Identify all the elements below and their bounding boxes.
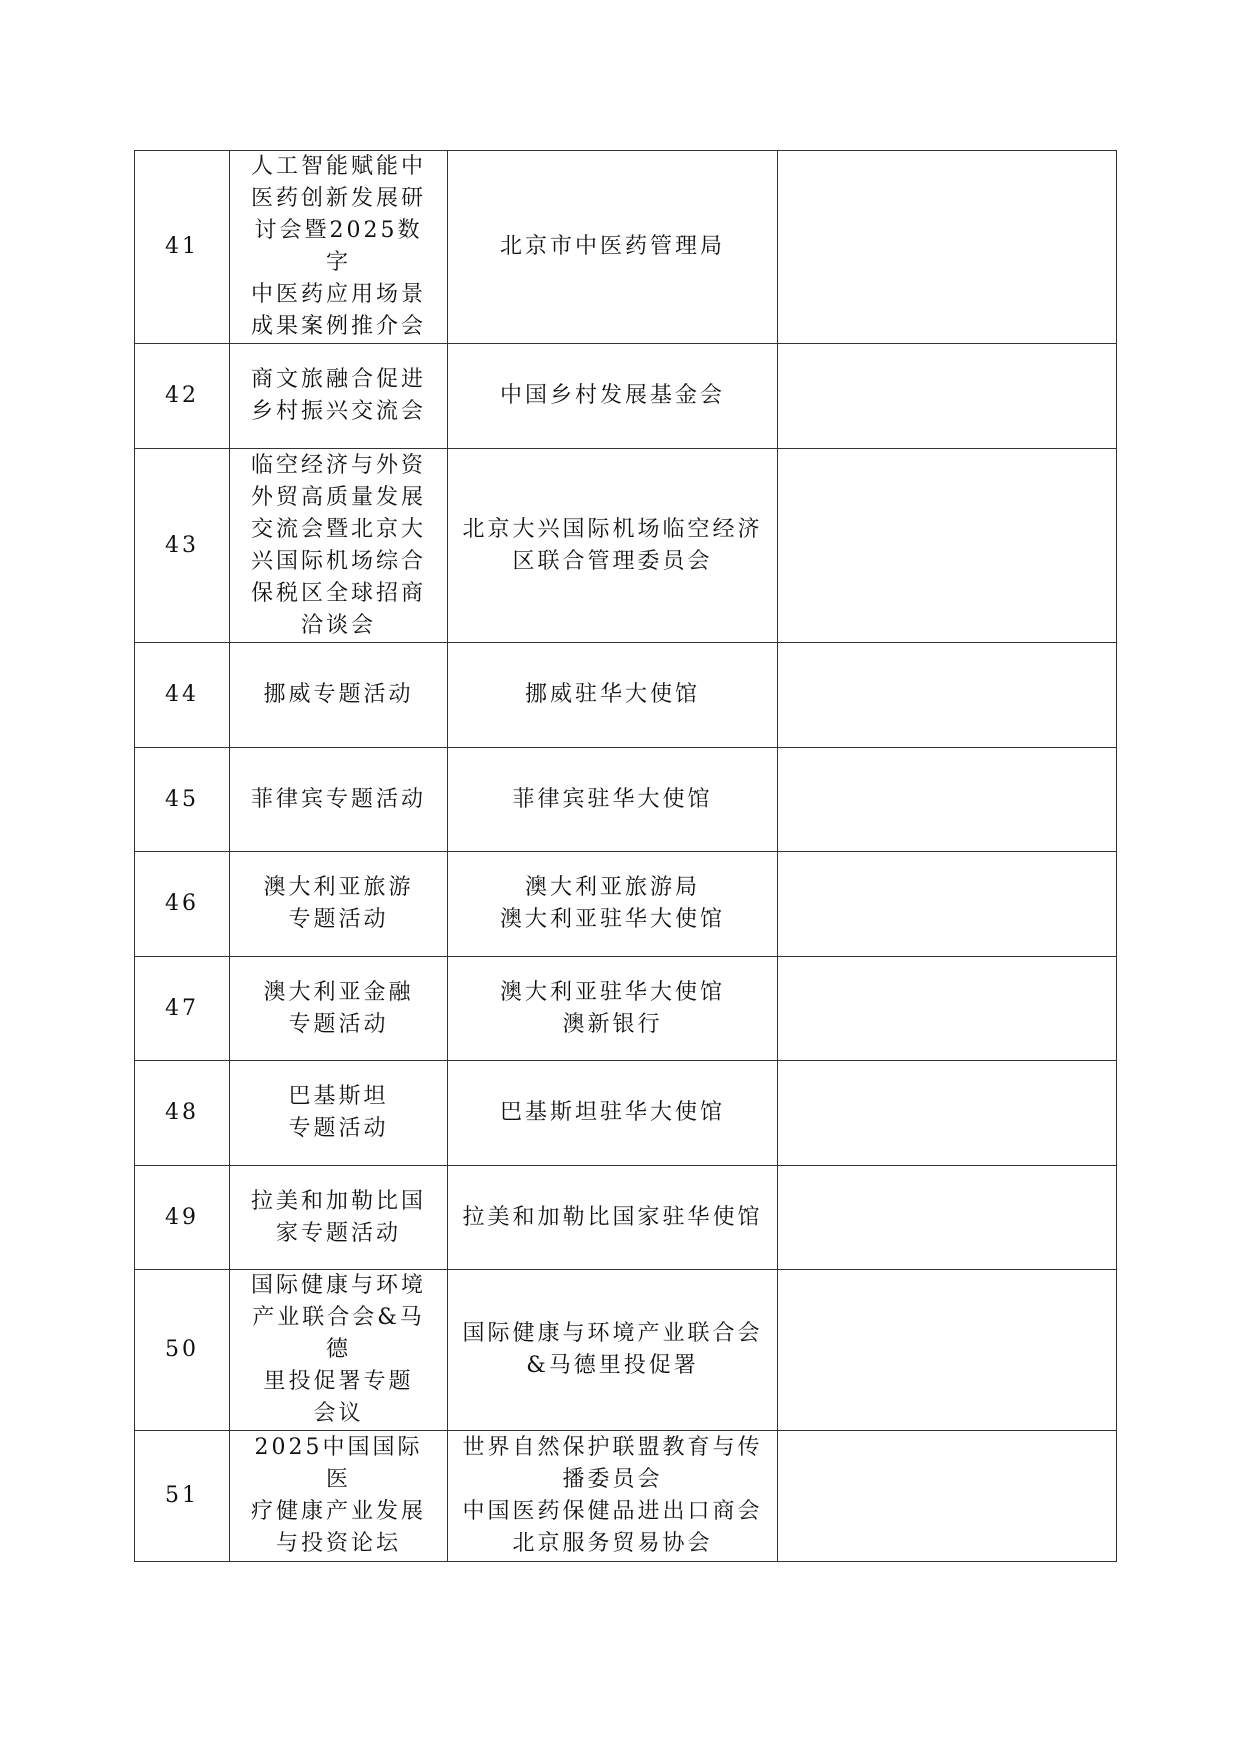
event-name-line: 临空经济与外资 xyxy=(250,452,426,478)
event-name-line: 兴国际机场综合 xyxy=(250,548,426,574)
event-name xyxy=(230,748,448,852)
event-name-line: 外贸高质量发展 xyxy=(250,484,426,510)
event-name-line: 讨会暨2025数字 xyxy=(254,218,423,275)
row-number: 44 xyxy=(135,643,230,748)
organizer-line: 中国乡村发展基金会 xyxy=(499,383,725,408)
event-name-line: 专题活动 xyxy=(288,1011,389,1037)
event-name-line: 巴基斯坦 xyxy=(288,1084,389,1109)
organizer-line: &马德里投促署 xyxy=(526,1353,699,1378)
row-number: 43 xyxy=(135,449,230,643)
organizer xyxy=(448,852,778,957)
event-name-line: 专题活动 xyxy=(288,1116,389,1141)
organizer xyxy=(448,748,778,852)
organizer-line: 澳新银行 xyxy=(562,1011,663,1037)
note-cell xyxy=(778,1166,1117,1270)
event-name xyxy=(230,1270,448,1431)
table-row xyxy=(135,643,1117,748)
organizer xyxy=(448,1061,778,1166)
organizer xyxy=(448,344,778,449)
event-name-line: 乡村振兴交流会 xyxy=(250,399,426,424)
event-name-line: 家专题活动 xyxy=(275,1220,401,1246)
row-number: 49 xyxy=(135,1166,230,1270)
organizer xyxy=(448,1166,778,1270)
event-name-line: 澳大利亚金融 xyxy=(263,979,414,1005)
event-name-line: 挪威专题活动 xyxy=(263,682,414,707)
event-name-line: 成果案例推介会 xyxy=(250,314,426,339)
note-cell xyxy=(778,643,1117,748)
row-number: 41 xyxy=(135,151,230,344)
organizer xyxy=(448,1270,778,1431)
event-name xyxy=(230,449,448,643)
organizer-line: 拉美和加勒比国家驻华使馆 xyxy=(462,1204,763,1230)
organizer-line: 巴基斯坦驻华大使馆 xyxy=(499,1100,725,1125)
organizer-line: 播委员会 xyxy=(562,1467,663,1492)
note-cell xyxy=(778,1270,1117,1431)
organizer xyxy=(448,643,778,748)
note-cell xyxy=(778,449,1117,643)
note-cell xyxy=(778,852,1117,957)
table-row xyxy=(135,1061,1117,1166)
organizer-line: 菲律宾驻华大使馆 xyxy=(512,786,713,812)
row-number: 50 xyxy=(135,1270,230,1431)
event-name xyxy=(230,957,448,1061)
organizer-line: 世界自然保护联盟教育与传 xyxy=(462,1435,763,1460)
row-number: 42 xyxy=(135,344,230,449)
organizer xyxy=(448,1431,778,1562)
table-row xyxy=(135,748,1117,852)
event-name-line: 疗健康产业发展 xyxy=(250,1499,426,1524)
event-name-line: 商文旅融合促进 xyxy=(250,367,426,392)
note-cell xyxy=(778,344,1117,449)
event-name-line: 与投资论坛 xyxy=(275,1531,401,1556)
table-row xyxy=(135,1431,1117,1562)
table-row xyxy=(135,449,1117,643)
table-row xyxy=(135,151,1117,344)
table-row xyxy=(135,957,1117,1061)
event-name-line: 里投促署专题 xyxy=(263,1369,414,1394)
organizer-line: 挪威驻华大使馆 xyxy=(524,682,700,707)
event-name xyxy=(230,344,448,449)
organizer-line: 区联合管理委员会 xyxy=(512,548,713,574)
event-name-line: 菲律宾专题活动 xyxy=(250,786,426,812)
table-row xyxy=(135,1270,1117,1431)
row-number: 46 xyxy=(135,852,230,957)
organizer-line: 国际健康与环境产业联合会 xyxy=(462,1321,763,1346)
event-name-line: 洽谈会 xyxy=(300,612,376,638)
event-name-line: 交流会暨北京大 xyxy=(250,516,426,542)
organizer xyxy=(448,957,778,1061)
event-name xyxy=(230,1061,448,1166)
row-number: 47 xyxy=(135,957,230,1061)
table-row xyxy=(135,344,1117,449)
row-number: 45 xyxy=(135,748,230,852)
note-cell xyxy=(778,1431,1117,1562)
event-name-line: 中医药应用场景 xyxy=(250,282,426,307)
events-table xyxy=(134,150,1117,1562)
organizer-line: 北京大兴国际机场临空经济 xyxy=(462,516,763,542)
organizer-line: 北京服务贸易协会 xyxy=(512,1531,713,1556)
events-table-body xyxy=(135,151,1117,1562)
organizer-line: 北京市中医药管理局 xyxy=(499,234,725,259)
organizer-line: 澳大利亚驻华大使馆 xyxy=(499,979,725,1005)
organizer-line: 澳大利亚旅游局 xyxy=(524,875,700,900)
event-name-line: 国际健康与环境 xyxy=(250,1273,426,1298)
note-cell xyxy=(778,151,1117,344)
event-name-line: 人工智能赋能中 xyxy=(250,154,426,179)
organizer xyxy=(448,449,778,643)
event-name-line: 专题活动 xyxy=(288,907,389,932)
event-name-line: 保税区全球招商 xyxy=(250,580,426,606)
row-number: 51 xyxy=(135,1431,230,1562)
event-name-line: 2025中国国际医 xyxy=(254,1435,423,1492)
event-name-line: 会议 xyxy=(313,1401,364,1426)
event-name-line: 产业联合会&马德 xyxy=(252,1305,425,1362)
row-number: 48 xyxy=(135,1061,230,1166)
table-row xyxy=(135,852,1117,957)
organizer-line: 澳大利亚驻华大使馆 xyxy=(499,907,725,932)
organizer-line: 中国医药保健品进出口商会 xyxy=(462,1499,763,1524)
event-name-line: 拉美和加勒比国 xyxy=(250,1188,426,1214)
note-cell xyxy=(778,957,1117,1061)
event-name xyxy=(230,151,448,344)
event-name xyxy=(230,1166,448,1270)
event-name xyxy=(230,1431,448,1562)
note-cell xyxy=(778,1061,1117,1166)
organizer xyxy=(448,151,778,344)
event-name-line: 医药创新发展研 xyxy=(250,186,426,211)
event-name xyxy=(230,852,448,957)
event-name-line: 澳大利亚旅游 xyxy=(263,875,414,900)
table-row xyxy=(135,1166,1117,1270)
note-cell xyxy=(778,748,1117,852)
event-name xyxy=(230,643,448,748)
